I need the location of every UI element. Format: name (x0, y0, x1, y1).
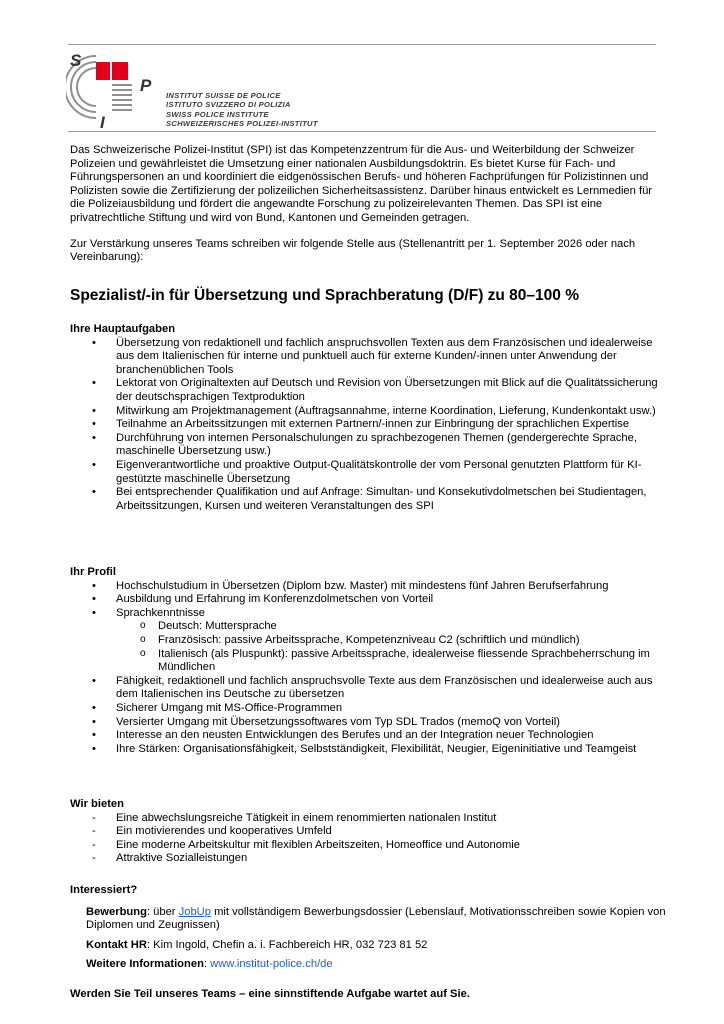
logo-bar-5 (112, 104, 132, 106)
logo-red-square-left (96, 62, 110, 80)
logo-bar-2 (112, 89, 132, 91)
application-label: Bewerbung (86, 905, 147, 918)
list-item: • Sicherer Umgang mit MS-Office-Programmen (70, 702, 660, 716)
section-heading: Interessiert? (70, 884, 138, 896)
offer-list (70, 812, 660, 866)
list-item: - Ein motivierendes und kooperatives Umfeld (70, 825, 660, 839)
tasks-section (70, 323, 660, 513)
intro-paragraph: Das Schweizerische Polizei-Institut (SPI) ist das Kompetenzzentrum für die Aus- und Weiterbildung der Schweizer Polizeien und gewährleistet die Umsetzung einer nationalen Ausbildungsdoktrin. Es bietet Kurse für Fach- und Führungspersonen an und koordiniert die eidgenössischen Berufs- und höheren Fachprüfungen für Polizistinnen und Polizisten sowie die Zertifizierung der polizeilichen Sicherheitsassistenz. Darüber hinaus entwickelt es Lernmedien für die Polizeiausbildung und fördert die angewandte Forschung zu polizeirelevanten Themen. Das SPI ist eine privatrechtliche Stiftung und wird von Bund, Kantonen und Gemeinden getragen. (70, 144, 653, 224)
application-pre: : über (146, 905, 179, 918)
hr-label: Kontakt HR (86, 938, 147, 951)
institute-name-it: ISTITUTO SVIZZERO DI POLIZIA (166, 100, 291, 110)
header-bottom-rule (68, 131, 656, 132)
profile-section (70, 566, 660, 756)
list-item: • Teilnahme an Arbeitssitzungen mit externen Partnern/-innen zur Einbringung der sprachlichen Expertise (70, 418, 660, 432)
tasks-list (70, 337, 660, 514)
logo-letter-i: I (100, 113, 105, 130)
institute-name-en: SWISS POLICE INSTITUTE (166, 109, 269, 119)
list-item: • Ihre Stärken: Organisationsfähigkeit, Selbstständigkeit, Flexibilität, Neugier, Eigeninitiative und Teamgeist (70, 743, 660, 757)
contact-section (70, 884, 670, 978)
logo-bar-6 (112, 109, 132, 111)
list-item: • Lektorat von Originaltexten auf Deutsch und Revision von Übersetzungen mit Blick auf die Qualitätssicherung der deutschsprachigen Textproduktion (70, 377, 660, 404)
info-label: Weitere Informationen (86, 958, 204, 971)
list-item (70, 607, 660, 675)
offer-section (70, 798, 660, 866)
institute-name-fr: INSTITUT SUISSE DE POLICE (166, 91, 281, 100)
sub-list-item: o Französisch: passive Arbeitssprache, Kompetenzniveau C2 (schriftlich und mündlich) (116, 634, 660, 648)
logo-red-square-right (112, 62, 128, 80)
logo-bar-3 (112, 94, 132, 96)
job-title: Spezialist/-in für Übersetzung und Sprachberatung (D/F) zu 80–100 % (70, 287, 579, 304)
list-item: • Ausbildung und Erfahrung im Konferenzdolmetschen von Vorteil (70, 593, 660, 607)
list-item: • Fähigkeit, redaktionell und fachlich anspruchsvolle Texte aus dem Französischen und idealerweise auch aus dem Italienischen ins Deutsche zu übersetzen (70, 675, 660, 702)
header-top-rule (68, 44, 656, 45)
institute-names (166, 91, 318, 129)
languages-list (116, 620, 660, 674)
logo-letter-s: S (70, 51, 82, 70)
list-item: • Interesse an den neusten Entwicklungen des Berufes und an der Integration neuer Technologien (70, 729, 660, 743)
list-item: - Eine moderne Arbeitskultur mit flexiblen Arbeitszeiten, Homeoffice und Autonomie (70, 839, 660, 853)
list-item: • Hochschulstudium in Übersetzen (Diplom bzw. Master) mit mindestens fünf Jahren Berufserfahrung (70, 580, 660, 594)
application-info (70, 906, 670, 933)
section-heading: Wir bieten (70, 798, 124, 810)
info-sep: : (203, 958, 211, 971)
list-item: • Übersetzung von redaktionell und fachlich anspruchsvollen Texten aus dem Französischen und idealerweise aus dem Italienischen für interne und punktuell auch für externe Kunden/-innen unter Anwendung der branchenüblichen Tools (70, 337, 660, 378)
application-post: mit vollständigem Bewerbungsdossier (Lebenslauf, Motivationsschreiben sowie Kopien von Diplomen und Zeugnissen) (86, 905, 666, 932)
more-info (70, 958, 670, 972)
sub-list-item: o Deutsch: Muttersprache (116, 620, 660, 634)
list-item: • Eigenverantwortliche und proaktive Output-Qualitätskontrolle der vom Personal genutzten Plattform für KI-gestützte maschinelle Übersetzung (70, 459, 660, 486)
profile-list (70, 580, 660, 757)
logo-bar-1 (112, 84, 132, 86)
list-item-label: Sprachkenntnisse (116, 606, 205, 619)
hr-contact (70, 939, 670, 953)
sub-list-item: o Italienisch (als Pluspunkt): passive Arbeitssprache, idealerweise fliessende Sprachbeherrschung im Mündlichen (116, 648, 660, 675)
logo-bar-4 (112, 99, 132, 101)
hr-text: : Kim Ingold, Chefin a. i. Fachbereich HR, 032 723 81 52 (146, 938, 428, 951)
list-item: • Durchführung von internen Personalschulungen zu sprachbezogenen Themen (gendergerechte Sprache, maschinelle Übersetzung usw.) (70, 432, 660, 459)
spi-logo (66, 48, 162, 130)
list-item: • Bei entsprechender Qualifikation und auf Anfrage: Simultan- und Konsekutivdolmetschen bei Studientagen, Arbeitssitzungen, Kursen und weiteren Veranstaltungen des SPI (70, 486, 660, 513)
closing-statement: Werden Sie Teil unseres Teams – eine sinnstiftende Aufgabe wartet auf Sie. (70, 988, 470, 1000)
logo-arc-3 (77, 68, 96, 106)
section-heading: Ihre Hauptaufgaben (70, 323, 176, 335)
website-link[interactable]: www.institut-police.ch/de (210, 958, 333, 971)
list-item: • Mitwirkung am Projektmanagement (Auftragsannahme, interne Koordination, Lieferung, Kundenkontakt usw.) (70, 405, 660, 419)
list-item: - Eine abwechslungsreiche Tätigkeit in einem renommierten nationalen Institut (70, 812, 660, 826)
intro (70, 144, 660, 277)
section-heading: Ihr Profil (70, 566, 116, 578)
list-item: • Versierter Umgang mit Übersetzungssoftwares vom Typ SDL Trados (memoQ von Vorteil) (70, 716, 660, 730)
intro-paragraph: Zur Verstärkung unseres Teams schreiben wir folgende Stelle aus (Stellenantritt per 1. September 2026 oder nach Vereinbarung): (70, 237, 636, 264)
institute-name-de: SCHWEIZERISCHES POLIZEI-INSTITUT (166, 119, 318, 129)
list-item: - Attraktive Sozialleistungen (70, 852, 660, 866)
jobup-link[interactable]: JobUp (178, 905, 211, 918)
logo-letter-p: P (140, 76, 152, 95)
